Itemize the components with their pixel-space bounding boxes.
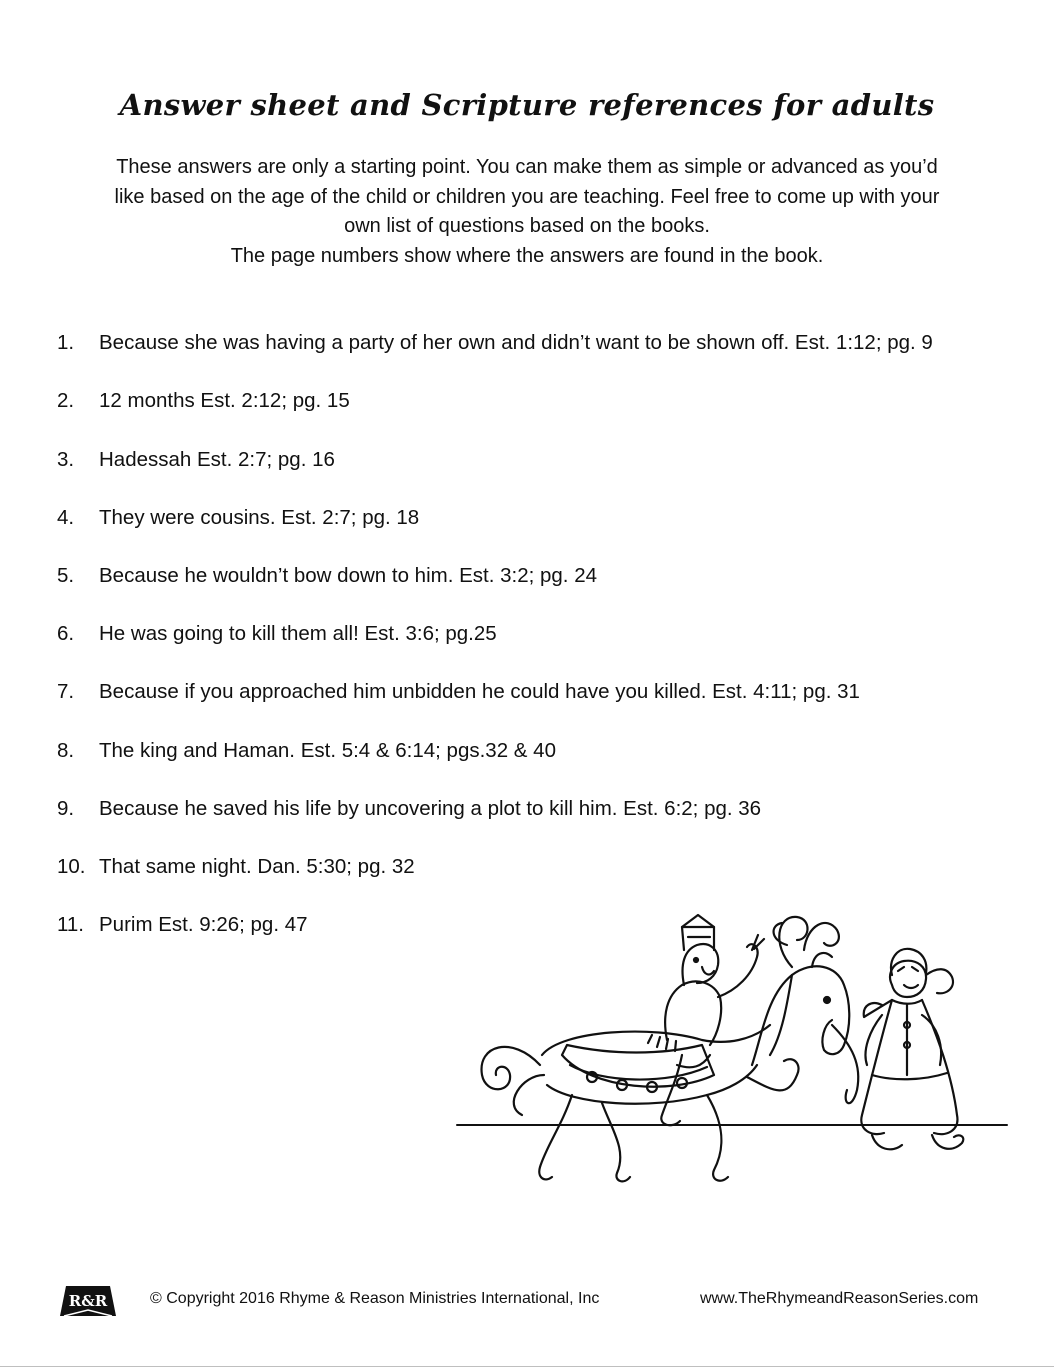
rhyme-reason-logo (58, 1280, 118, 1325)
answer-number: 1. (57, 331, 75, 354)
bottom-divider (0, 1366, 1054, 1367)
intro-line: like based on the age of the child or children you are teaching. Feel free to come up with your (114, 185, 940, 208)
intro-line: The page numbers show where the answers are found in the book. (230, 244, 824, 267)
answer-number: 8. (57, 739, 75, 762)
answer-text: That same night. Dan. 5:30; pg. 32 (99, 855, 415, 878)
answer-number: 3. (57, 448, 75, 471)
king-horse-haman-illustration (452, 905, 1012, 1220)
answer-number: 9. (57, 797, 75, 820)
answer-number: 5. (57, 564, 75, 587)
intro-paragraph (50, 153, 1004, 271)
answer-number: 6. (57, 622, 75, 645)
answer-text: Hadessah Est. 2:7; pg. 16 (99, 448, 335, 471)
answer-text: Because he wouldn’t bow down to him. Est. 3:2; pg. 24 (99, 564, 597, 587)
website-url[interactable]: www.TheRhymeandReasonSeries.com (700, 1290, 979, 1307)
answer-number: 10. (57, 855, 86, 878)
answer-text: They were cousins. Est. 2:7; pg. 18 (99, 506, 420, 529)
page-title: Answer sheet and Scripture references for adults (119, 88, 935, 122)
intro-line: These answers are only a starting point. You can make them as simple or advanced as you’d (116, 156, 938, 178)
answer-text: 12 months Est. 2:12; pg. 15 (99, 389, 350, 412)
answer-text: He was going to kill them all! Est. 3:6; pg.25 (99, 622, 497, 645)
logo-text: R&R (68, 1292, 108, 1310)
answer-text: Because he saved his life by uncovering a plot to kill him. Est. 6:2; pg. 36 (99, 797, 762, 820)
answer-number: 7. (57, 680, 75, 703)
copyright-text: © Copyright 2016 Rhyme & Reason Ministries International, Inc (150, 1290, 600, 1307)
answer-number: 4. (57, 506, 75, 529)
answer-text: Because she was having a party of her own and didn’t want to be shown off. Est. 1:12; pg. 9 (99, 331, 933, 354)
intro-line: own list of questions based on the books. (344, 215, 710, 237)
answer-text: Because if you approached him unbidden he could have you killed. Est. 4:11; pg. 31 (99, 680, 860, 703)
answer-number: 2. (57, 389, 75, 412)
answer-number: 11. (57, 913, 84, 936)
answer-text: The king and Haman. Est. 5:4 & 6:14; pgs.32 & 40 (99, 739, 556, 762)
answer-text: Purim Est. 9:26; pg. 47 (99, 913, 308, 936)
